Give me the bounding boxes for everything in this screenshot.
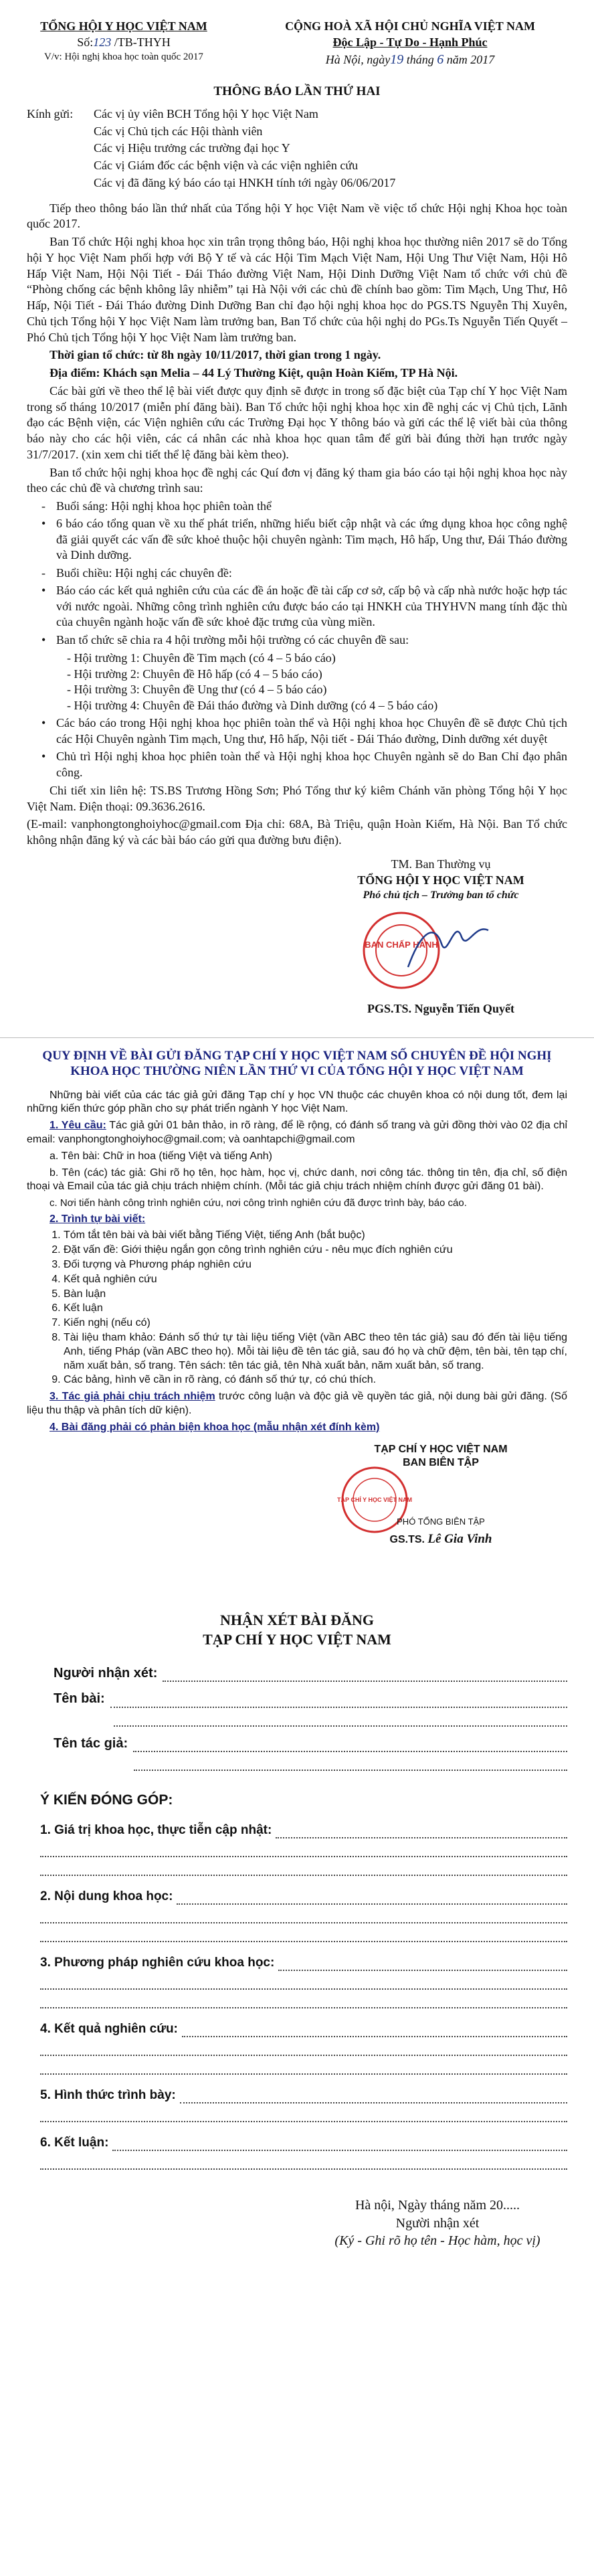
notice-title: THÔNG BÁO LẦN THỨ HAI — [213, 84, 381, 98]
paragraph: Tiếp theo thông báo lần thứ nhất của Tổng hội Y học Việt Nam về việc tổ chức Hội nghị Khoa học toàn quốc 2017. — [27, 201, 567, 231]
paragraph: Ban Tổ chức Hội nghị khoa học xin trân trọng thông báo, Hội nghị khoa học thường niên 2017 sẽ do Tổng hội Y học Việt Nam phối hợp với Bộ Y tế và các Hội Tim Mạch Việt Nam, Hội Ung Thư Việt Nam, Hội Hô Hấp Việt Nam, Hội Nội Tiết - Đái Tháo đường Việt Nam, Hội Dinh Dưỡng Việt Nam tổ chức với chủ đề “Phòng chống các bệnh không lây nhiễm” tại Hà Nội với các chủ đề chính bao gồm: Tim Mạch, Ung Thư, Hô Hấp, Nội Tiết - Đái Tháo đường Dinh Dưỡng Ban chỉ đạo hội nghị khoa học do PGS.TS Nguyễn Thị Xuyên, Chủ tịch Tổng hội Y học Việt Nam làm trưởng ban, Ban Tổ chức của hội nghị do PGs.Ts Nguyễn Tiến Quyết – Phó Chủ tịch Tổng hội Y học Việt Nam làm trưởng ban. — [27, 235, 567, 344]
red-seal-icon — [361, 904, 495, 997]
question-3[interactable]: 3. Phương pháp nghiên cứu khoa học: — [40, 1954, 567, 1971]
review-details — [27, 715, 567, 781]
stamp-label: BAN CHẤP HÀNH — [365, 939, 438, 950]
rule-2: 2. Trình tự bài viết: — [50, 1213, 146, 1225]
question-2[interactable]: 2. Nội dung khoa học: — [40, 1888, 567, 1905]
dotted-line[interactable] — [40, 2056, 567, 2075]
form-title: NHẬN XÉT BÀI ĐĂNG — [219, 1611, 374, 1628]
org-block — [27, 19, 221, 68]
doc-number-value: 123 — [93, 35, 112, 49]
country-block — [253, 19, 567, 68]
rules-intro: Những bài viết của các tác giả gửi đăng Tạp chí y học VN thuộc các chuyên khoa có nội dung tốt, đem lại những kiến thức góp phần cho sự phát triển ngành Y học Việt Nam. — [27, 1089, 567, 1115]
bullet-item: • Các báo cáo trong Hội nghị khoa học phiên toàn thể và Hội nghị khoa học Chuyên đề sẽ được Chủ tịch các Hội Chuyên ngành Tim mạch, Ung thư, Hô hấp, Nội tiết - Đái Tháo đường, Dinh dưỡng xét duyệt — [41, 715, 567, 748]
recipient: Các vị Hiệu trưởng các trường đại học Y — [94, 141, 290, 155]
program-item: - Buổi sáng: Hội nghị khoa học phiên toàn thể — [41, 499, 567, 515]
hall-list — [27, 651, 567, 714]
structure-item: 8. Tài liệu tham khảo: Đánh số thứ tự tài liệu tiếng Việt (vần ABC theo tên tác giả) sau đó đến tài liệu tiếng Anh, tiếng Pháp (vần ABC theo họ). Mỗi tài liệu đề tên tác giả, sau đó họ và chữ đệm, tên bài, tên tạp chí, năm xuất bản, số trang. Tên sách: tên tác giả, tên Nhà xuất bản, năm xuất bản, số trang. — [64, 1331, 567, 1373]
rule-1b: b. Tên (các) tác giả: Ghi rõ họ tên, học hàm, học vị, chức danh, nơi công tác. thông tin tên, địa chỉ, số điện thoại và Email của tác giả chịu trách nhiệm chính. (Mỗi tác giả chịu trách nhiệm chính được gửi đăng 01 bài). — [27, 1167, 567, 1193]
signature-block-2 — [314, 1443, 567, 1563]
editor-name: GS.TS. Lê Gia Vinh — [389, 1531, 492, 1546]
event-time: Thời gian tổ chức: từ 8h ngày 10/11/2017, thời gian trong 1 ngày. — [50, 348, 381, 362]
rules-body — [27, 1089, 567, 1435]
dotted-line[interactable] — [40, 2037, 567, 2056]
dotted-line[interactable] — [134, 1752, 567, 1771]
afternoon-details — [27, 583, 567, 649]
recipient: Các vị ủy viên BCH Tổng hội Y học Việt Nam — [94, 106, 318, 120]
notice-body — [27, 201, 567, 849]
bullet-item: • Chủ trì Hội nghị khoa học phiên toàn thể và Hội nghị khoa học Chuyên ngành sẽ do Ban Chỉ đạo phân công. — [41, 749, 567, 781]
question-6[interactable]: 6. Kết luận: — [40, 2134, 567, 2151]
recipients-label: Kính gửi: — [27, 106, 74, 120]
recipients-list — [94, 106, 395, 193]
form-fields — [27, 1664, 567, 1771]
signer-name: PGS.TS. Nguyễn Tiến Quyết — [367, 1001, 514, 1015]
org-name: TỔNG HỘI Y HỌC VIỆT NAM — [40, 19, 207, 33]
paragraph: Ban tổ chức hội nghị khoa học đề nghị các Quí đơn vị đăng ký tham gia báo cáo tại hội nghị khoa học này theo các chủ đề và chương trình sau: — [27, 465, 567, 495]
sign-title: TM. Ban Thường vụ — [391, 857, 491, 871]
doc-number: Số:123 /TB-THYH — [77, 35, 171, 49]
question-1[interactable]: 1. Giá trị khoa học, thực tiễn cập nhật: — [40, 1822, 567, 1838]
stamp2-label: TẠP CHÍ Y HỌC VIỆT NAM — [336, 1496, 413, 1503]
structure-item: 5. Bàn luận — [64, 1288, 567, 1302]
structure-item: 3. Đối tượng và Phương pháp nghiên cứu — [64, 1258, 567, 1272]
review-form — [27, 1610, 567, 2250]
sign-org: TỔNG HỘI Y HỌC VIỆT NAM — [357, 873, 524, 887]
contact-email: (E-mail: vanphongtonghoiyhoc@gmail.com Địa chỉ: 68A, Bà Triệu, quận Hoàn Kiếm, Hà Nội. Ban Tổ chức không nhận đăng ký và các bài báo cáo gửi qua đường bưu điện). — [27, 817, 567, 847]
author-field[interactable]: Tên tác giả: — [27, 1735, 567, 1752]
dotted-line[interactable] — [40, 1857, 567, 1876]
doc-date: Hà Nội, ngày19 tháng 6 năm 2017 — [325, 52, 495, 67]
program-list — [27, 499, 567, 515]
hall-item: - Hội trường 2: Chuyên đề Hô hấp (có 4 – 5 báo cáo) — [67, 667, 567, 683]
structure-list — [27, 1229, 567, 1387]
editor-board: BAN BIÊN TẬP — [403, 1457, 479, 1469]
dotted-line[interactable] — [40, 1838, 567, 1857]
rule-3: 3. Tác giả phải chịu trách nhiệm trước công luận và độc giả về quyền tác giả, nội dung bài gửi đăng. (Số liệu thu thập và phân tích dữ kiện). — [27, 1391, 568, 1416]
structure-item: 1. Tóm tắt tên bài và bài viết bằng Tiếng Việt, tiếng Anh (bắt buộc) — [64, 1229, 567, 1243]
paper-title-field[interactable]: Tên bài: — [27, 1690, 567, 1707]
form-date: Hà nội, Ngày tháng năm 20..... — [355, 2198, 520, 2213]
rules-title: QUY ĐỊNH VỀ BÀI GỬI ĐĂNG TẠP CHÍ Y HỌC VIỆT NAM SỐ CHUYÊN ĐỀ HỘI NGHỊ KHOA HỌC THƯỜNG NIÊN LẦN THỨ VI CỦA TỔNG HỘI Y HỌC VIỆT NAM — [42, 1048, 552, 1078]
structure-item: 6. Kết luận — [64, 1302, 567, 1316]
reviewer-field[interactable]: Người nhận xét: — [27, 1664, 567, 1682]
bullet-item: • 6 báo cáo tổng quan về xu thế phát triển, những hiểu biết cập nhật và các ứng dụng khoa học công nghệ đã giải quyết các vấn đề sức khoẻ thuộc hội chuyên ngành: Tim mạch, Hô hấp, Ung thư, Đái Tháo đường và Dinh dưỡng. — [41, 516, 567, 564]
bullet-item: • Ban tổ chức sẽ chia ra 4 hội trường mỗi hội trường có các chuyên đề sau: — [41, 632, 567, 649]
paragraph: Các bài gửi về theo thể lệ bài viết được quy định sẽ được in trong số đặc biệt của Tạp chí Y học Việt Nam trong số tháng 10/2017 (miễn phí đăng bài). Ban Tổ chức hội nghị khoa học xin đề nghị các vị Chủ tịch, Lãnh đạo các Bệnh viện, các Viện nghiên cứu các Trường Đại học Y thông báo và gửi các thể lệ viết bài của thông báo này cho các hội viên, các cá nhân các nhà khoa học quan tâm để gửi bài đúng thời hạn trước ngày 31/7/2017. (xin xem chi tiết thể lệ đăng bài kèm theo). — [27, 383, 567, 461]
structure-item: 7. Kiến nghị (nếu có) — [64, 1316, 567, 1330]
dotted-line[interactable] — [40, 2151, 567, 2170]
plenary-details — [27, 516, 567, 564]
event-place: Địa điểm: Khách sạn Melia – 44 Lý Thường Kiệt, quận Hoàn Kiếm, TP Hà Nội. — [50, 366, 458, 380]
dotted-line[interactable] — [40, 2103, 567, 2122]
signature-block-1 — [314, 857, 567, 1017]
editor-role: PHÓ TỔNG BIÊN TẬP — [397, 1516, 485, 1527]
letter-header — [27, 19, 567, 68]
dotted-line[interactable] — [40, 1971, 567, 1990]
form-signer: Người nhận xét — [395, 2215, 480, 2231]
country-name: CỘNG HOÀ XÃ HỘI CHỦ NGHĨA VIỆT NAM — [285, 19, 535, 33]
recipient: Các vị Chủ tịch các Hội thành viên — [94, 124, 263, 138]
motto: Độc Lập - Tự Do - Hạnh Phúc — [332, 35, 488, 49]
editor-org: TẠP CHÍ Y HỌC VIỆT NAM — [374, 1443, 508, 1455]
program-item: - Buổi chiều: Hội nghị các chuyên đề: — [41, 566, 567, 582]
dotted-line[interactable] — [40, 1923, 567, 1942]
rules-section — [27, 1049, 567, 1563]
question-4[interactable]: 4. Kết quả nghiên cứu: — [40, 2021, 567, 2037]
form-signature — [308, 2197, 567, 2249]
dotted-line[interactable] — [40, 1905, 567, 1923]
question-5[interactable]: 5. Hình thức trình bày: — [40, 2087, 567, 2103]
structure-item: 4. Kết quả nghiên cứu — [64, 1273, 567, 1287]
hall-item: - Hội trường 3: Chuyên đề Ung thư (có 4 – 5 báo cáo) — [67, 682, 567, 698]
opinion-heading: Ý KIẾN ĐÓNG GÓP: — [40, 1792, 173, 1808]
rule-1: 1. Yêu cầu: Tác giả gửi 01 bản thảo, in rõ ràng, để lề rộng, có đánh số trang và gửi đồng thời vào 02 địa chỉ email: vanphongtonghoiyhoc@gmail.com; và oanhtapchi@gmail.com — [27, 1120, 568, 1145]
form-signer-note: (Ký - Ghi rõ họ tên - Học hàm, học vị) — [334, 2233, 540, 2249]
structure-item: 9. Các bảng, hình vẽ cần in rõ ràng, có đánh số thứ tự, có chú thích. — [64, 1373, 567, 1387]
divider — [0, 1037, 594, 1038]
rule-1a: a. Tên bài: Chữ in hoa (tiếng Việt và tiếng Anh) — [50, 1150, 272, 1162]
recipient: Các vị đã đăng ký báo cáo tại HNKH tính tới ngày 06/06/2017 — [94, 175, 396, 189]
hall-item: - Hội trường 1: Chuyên đề Tim mạch (có 4 – 5 báo cáo) — [67, 651, 567, 667]
rule-1c: c. Nơi tiến hành công trình nghiên cứu, nơi công trình nghiên cứu đã được trình bày, báo cáo. — [50, 1197, 467, 1209]
contact-info: Chi tiết xin liên hệ: TS.BS Trương Hồng Sơn; Phó Tổng thư ký kiêm Chánh văn phòng Tổng hội Y học Việt Nam. Điện thoại: 09.3636.2616. — [27, 783, 567, 813]
hall-item: - Hội trường 4: Chuyên đề Đái tháo đường và Dinh dưỡng (có 4 – 5 báo cáo) — [67, 698, 567, 714]
rule-4: 4. Bài đăng phải có phản biện khoa học (mẫu nhận xét đính kèm) — [50, 1421, 380, 1433]
program-list — [27, 566, 567, 582]
sign-role: Phó chủ tịch – Trưởng ban tổ chức — [363, 889, 519, 901]
recipients-block — [27, 106, 567, 193]
dotted-line[interactable] — [40, 1990, 567, 2008]
structure-item: 2. Đặt vấn đề: Giới thiệu ngắn gọn công trình nghiên cứu - nêu mục đích nghiên cứu — [64, 1243, 567, 1258]
recipient: Các vị Giám đốc các bệnh viện và các viện nghiên cứu — [94, 159, 359, 173]
form-subtitle: TẠP CHÍ Y HỌC VIỆT NAM — [203, 1631, 391, 1648]
doc-subject: V/v: Hội nghị khoa học toàn quốc 2017 — [44, 51, 203, 62]
dotted-line[interactable] — [114, 1708, 567, 1727]
bullet-item: • Báo cáo các kết quả nghiên cứu của các đề án hoặc đề tài cấp cơ sở, cấp bộ và cấp nhà nước hoặc hợp tác với nước ngoài. Những công trình nghiên cứu được báo cáo tại HNKH của THYHVN mang tính đặc thù của chuyên ngành hoặc vấn đề sức khoẻ đặc trưng của vùng miền. — [41, 583, 567, 630]
